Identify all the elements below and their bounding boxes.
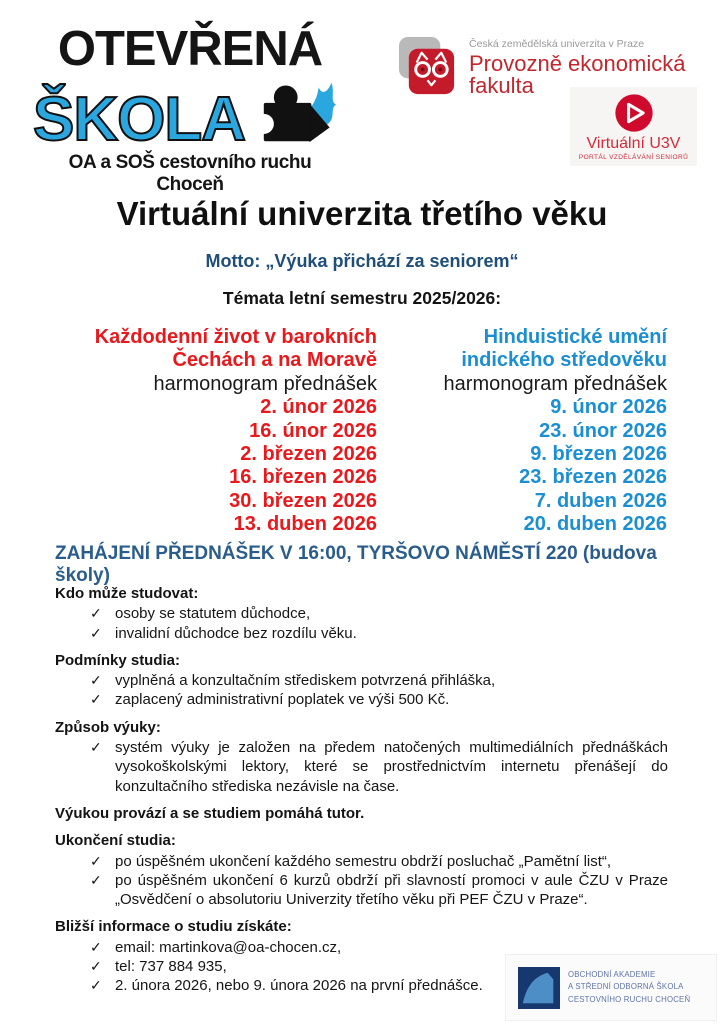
list-item-text: vyplněná a konzultačním střediskem potvrzená přihláška, <box>115 672 496 690</box>
course-column-left <box>60 326 377 537</box>
virtualni-u3v-logo <box>570 87 697 166</box>
section-heading: Podmínky studia: <box>55 651 181 669</box>
skola-logo-row <box>33 75 347 154</box>
course-title-line: indického středověku <box>461 349 667 372</box>
checkmark-icon: ✓ <box>90 852 102 869</box>
list-item <box>55 604 668 623</box>
school-footer-line1: OBCHODNÍ AKADEMIE <box>568 970 656 980</box>
lecture-date: 9. březen 2026 <box>530 443 667 466</box>
u3v-subtitle-text: PORTÁL VZDĚLÁVÁNÍ SENIORŮ <box>578 153 689 161</box>
list-item-text: 2. února 2026, nebo 9. února 2026 na první přednášce. <box>115 977 483 995</box>
course-title-line: Každodenní život v barokních <box>94 326 377 348</box>
lecture-date: 23. únor 2026 <box>539 419 667 442</box>
checkmark-icon: ✓ <box>90 691 102 708</box>
lecture-date: 16. březen 2026 <box>229 466 377 489</box>
schedule-label: harmonogram přednášek <box>443 372 667 395</box>
page-title: Virtuální univerzita třetího věku <box>116 195 608 232</box>
checkmark-icon: ✓ <box>90 739 102 756</box>
section-heading: Způsob výuky: <box>55 718 161 736</box>
list-item-text: systém výuky je založen na předem natočených multimediálních přednáškách vysokoškolskými lektory, které se prostřednictvím internetu přenášejí do konzultačního střediska nezávisle na čase. <box>115 739 668 795</box>
czu-faculty-line2: fakulta <box>469 73 534 99</box>
list-item <box>55 690 668 709</box>
owl-icon <box>397 35 460 98</box>
school-footer-text <box>568 969 690 1005</box>
czu-faculty-line1: Provozně ekonomická <box>469 51 686 76</box>
lecture-date: 7. duben 2026 <box>534 489 667 512</box>
lecture-date: 20. duben 2026 <box>523 513 667 536</box>
course-column-right <box>355 326 667 537</box>
course-title-line: Hinduistické umění <box>483 326 667 348</box>
topics-heading: Témata letní semestru 2025/2026: <box>222 288 502 308</box>
lecture-date: 9. únor 2026 <box>550 396 667 419</box>
section-who-can-study <box>55 584 668 643</box>
school-footer-line3: CESTOVNÍHO RUCHU CHOCEŇ <box>568 994 691 1004</box>
info-sections <box>55 584 668 1004</box>
skola-text: ŠKOLA <box>33 84 245 154</box>
list-item-text: osoby se statutem důchodce, <box>115 605 311 623</box>
schedule-label: harmonogram přednášek <box>153 372 377 395</box>
checkmark-icon: ✓ <box>90 871 102 888</box>
opening-announcement: ZAHÁJENÍ PŘEDNÁŠEK V 16:00, TYRŠOVO NÁMĚSTÍ 220 (budova školy) <box>55 543 657 586</box>
checkmark-icon: ✓ <box>90 672 102 689</box>
course-title-line: Čechách a na Moravě <box>172 349 377 372</box>
school-footer-line2: A STŘEDNÍ ODBORNÁ ŠKOLA <box>568 982 684 992</box>
school-name-text: OA a SOŠ cestovního ruchu Choceň <box>68 152 312 196</box>
motto-line: Motto: „Výuka přichází za seniorem“ <box>205 251 519 271</box>
play-icon <box>614 93 654 133</box>
otevrena-text: OTEVŘENÁ <box>57 22 323 76</box>
list-item <box>55 624 668 643</box>
list-item-text: po úspěšném ukončení 6 kurzů obdrží při slavností promoci v aule ČZU v Praze „Osvědčení o absolutoriu Univerzity třetího věku při PEF ČZU v Praze“. <box>115 871 668 909</box>
list-item-text: zaplacený administrativní poplatek ve výši 500 Kč. <box>115 691 450 709</box>
checkmark-icon: ✓ <box>90 938 102 955</box>
czu-university-name: Česká zemědělská univerzita v Praze <box>469 38 645 50</box>
list-item-text: tel: 737 884 935, <box>115 958 227 976</box>
school-emblem-icon <box>518 967 560 1009</box>
section-study-completion <box>55 831 668 909</box>
section-heading: Ukončení studia: <box>55 832 176 850</box>
list-item <box>55 671 668 690</box>
puzzle-figure-icon <box>251 75 347 149</box>
list-item <box>55 738 668 796</box>
section-study-conditions <box>55 651 668 710</box>
school-footer-logo <box>505 954 717 1021</box>
section-heading: Bližší informace o studiu získáte: <box>55 918 292 936</box>
section-heading: Výukou provází a se studiem pomáhá tutor. <box>55 804 365 822</box>
checkmark-icon: ✓ <box>90 977 102 994</box>
lecture-date: 23. březen 2026 <box>519 466 667 489</box>
lecture-date: 2. březen 2026 <box>240 443 377 466</box>
list-item-text: email: martinkova@oa-chocen.cz, <box>115 938 342 956</box>
lecture-date: 2. únor 2026 <box>260 396 377 419</box>
section-tutor-note <box>55 804 668 823</box>
otevrena-skola-logo <box>33 24 347 196</box>
list-item <box>55 871 668 910</box>
checkmark-icon: ✓ <box>90 958 102 975</box>
section-teaching-method <box>55 718 668 796</box>
checkmark-icon: ✓ <box>90 624 102 641</box>
u3v-title-text: Virtuální U3V <box>586 134 681 152</box>
checkmark-icon: ✓ <box>90 605 102 622</box>
section-heading: Kdo může studovat: <box>55 585 199 602</box>
lecture-date: 13. duben 2026 <box>233 513 377 536</box>
list-item <box>55 852 668 871</box>
lecture-date: 16. únor 2026 <box>249 419 377 442</box>
lecture-date: 30. březen 2026 <box>229 489 377 512</box>
list-item-text: po úspěšném ukončení každého semestru obdrží posluchač „Pamětní list“, <box>115 852 612 870</box>
list-item-text: invalidní důchodce bez rozdílu věku. <box>115 624 357 642</box>
